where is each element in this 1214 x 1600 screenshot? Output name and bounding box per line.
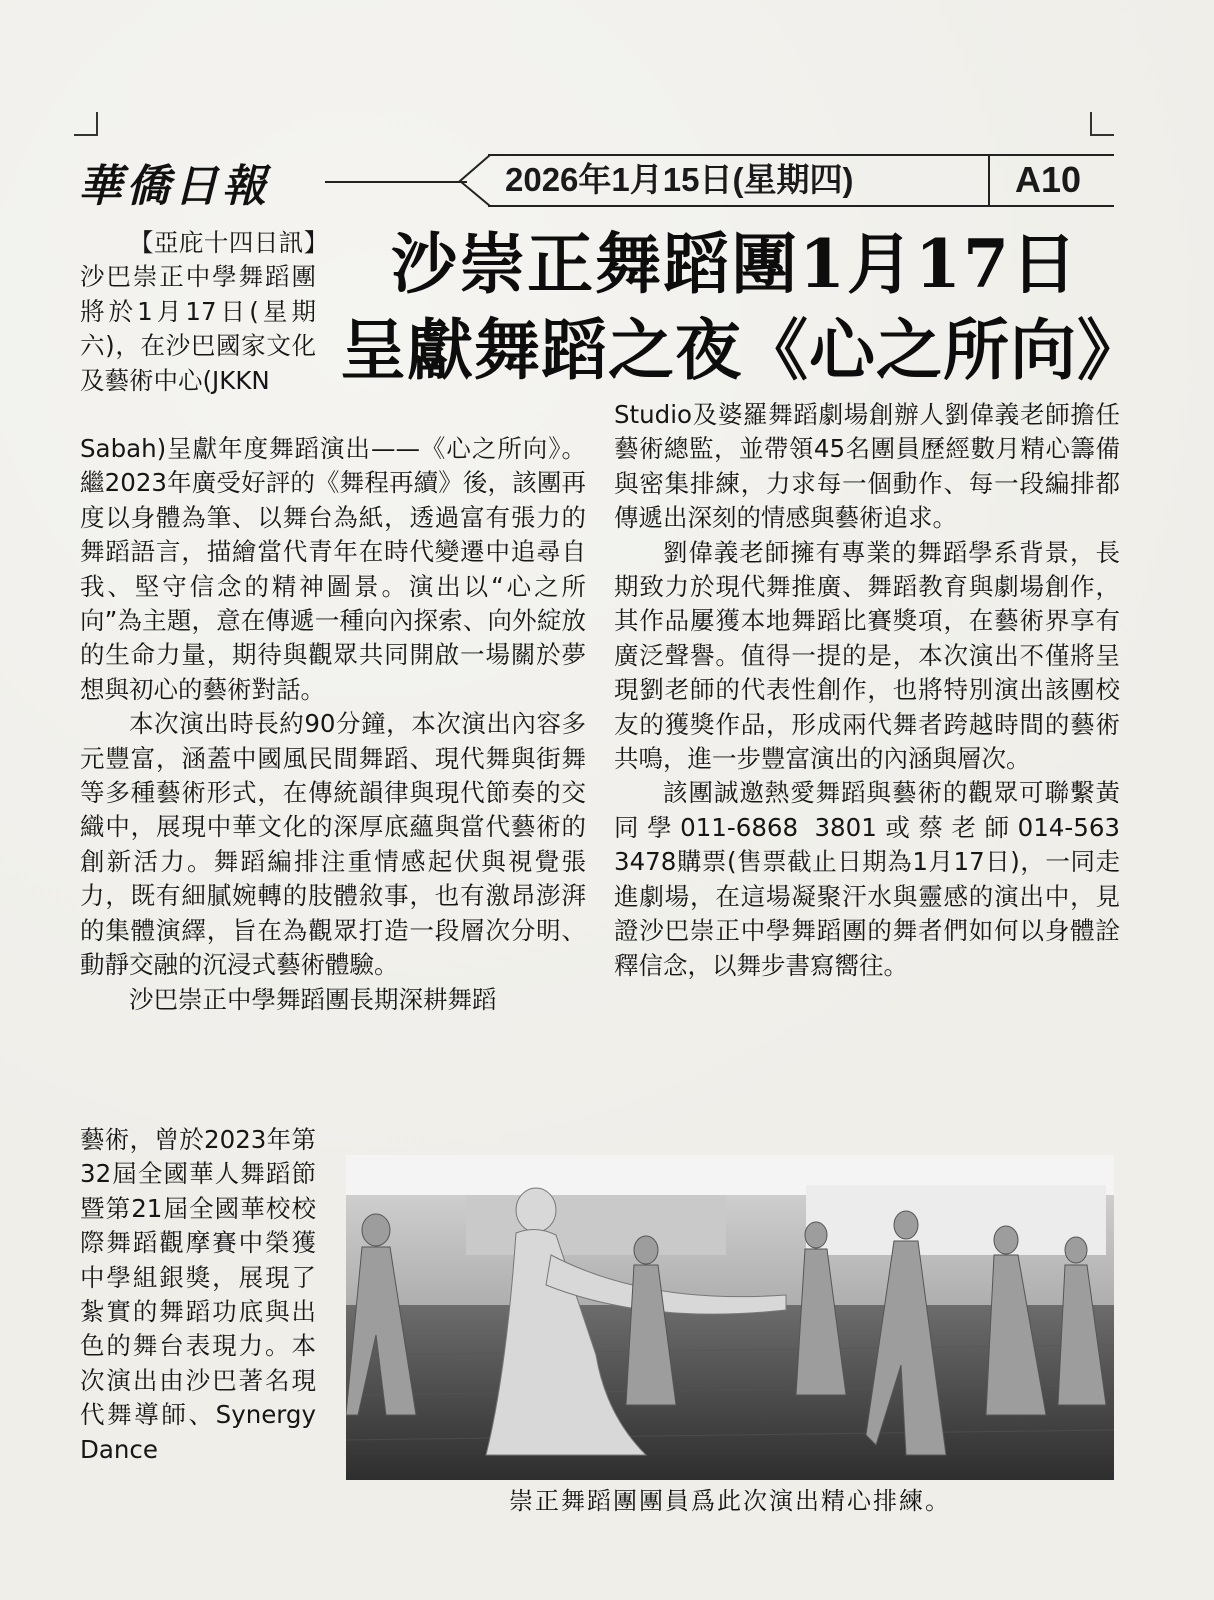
headline-line-1: 沙崇正舞蹈團1月17日 [391,225,1079,303]
crop-mark-top-left [74,112,98,136]
article-right-column [614,398,1120,983]
article-left-column [80,432,586,1017]
dateline-rule-bottom [488,205,1114,207]
page-number: A10 [1014,159,1082,200]
article-paragraph-3-end: Studio及婆羅舞蹈劇場創辦人劉偉義老師擔任藝術總監，並帶領45名團員歷經數月精心籌備與密集排練，力求每一個動作、每一段編排都傳遞出深刻的情感與藝術追求。 [614,400,1120,533]
article-narrow-column [80,1123,316,1467]
article-paragraph-3-cont: 藝術，曾於2023年第32屆全國華人舞蹈節暨第21屆全國華校校際舞蹈觀摩賽中榮獲中學組銀獎，展現了紮實的舞蹈功底與出色的舞台表現力。本次演出由沙巴著名現代舞導師、Synergy Dance [80,1125,316,1464]
article-paragraph-4: 劉偉義老師擁有專業的舞蹈學系背景，長期致力於現代舞推廣、舞蹈教育與劇場創作，其作品屢獲本地舞蹈比賽獎項，在藝術界享有廣泛聲譽。值得一提的是，本次演出不僅將呈現劉老師的代表性創作，也將特別演出該團校友的獲獎作品，形成兩代舞者跨越時間的藝術共鳴，進一步豐富演出的內涵與層次。 [614,537,1120,774]
article-paragraph-2: 本次演出時長約90分鐘，本次演出內容多元豐富，涵蓋中國風民間舞蹈、現代舞與街舞等多種藝術形式，在傳統韻律與現代節奏的交織中，展現中華文化的深厚底蘊與當代藝術的創新活力。舞蹈編排注重情感起伏與視覺張力，既有細膩婉轉的肢體敘事，也有激昂澎湃的集體演繹，旨在為觀眾打造一段層次分明、動靜交融的沉浸式藝術體驗。 [80,709,586,980]
article-lead: 【亞庇十四日訊】沙巴崇正中學舞蹈團將於1月17日(星期六)，在沙巴國家文化及藝術中心(JKKN [80,228,316,395]
article-paragraph-1: Sabah)呈獻年度舞蹈演出——《心之所向》。繼2023年廣受好評的《舞程再續》後，該團再度以身體為筆、以舞台為紙，透過富有張力的舞蹈語言，描繪當代青年在時代變遷中追尋自我、堅守信念的精神圖景。演出以“心之所向”為主題，意在傳遞一種向內探索、向外綻放的生命力量，期待與觀眾共同開啟一場關於夢想與初心的藝術對話。 [80,434,586,704]
headline-line-2: 呈獻舞蹈之夜《心之所向》 [340,311,1144,389]
masthead-rule [325,181,467,183]
photo-caption: 崇正舞蹈團團員爲此次演出精心排練。 [509,1487,951,1515]
dateline-separator [988,154,990,207]
article-paragraph-5: 該團誠邀熱愛舞蹈與藝術的觀眾可聯繫黃同學011-6868 3801或蔡老師014-563 3478購票(售票截止日期為1月17日)，一同走進劇場，在這場凝聚汗水與靈感的演出中，見證沙巴崇正中學舞蹈團的舞者們如何以身體詮釋信念，以舞步書寫嚮往。 [614,778,1120,980]
dateline-rule-top [488,154,1114,156]
masthead: 華僑日報 [78,161,270,212]
article-paragraph-3-start: 沙巴崇正中學舞蹈團長期深耕舞蹈 [129,984,497,1014]
article-lead-column [80,226,316,398]
issue-date: 2026年1月15日(星期四) [505,161,854,198]
crop-mark-top-right [1090,112,1114,136]
dance-rehearsal-photo [346,1155,1114,1480]
